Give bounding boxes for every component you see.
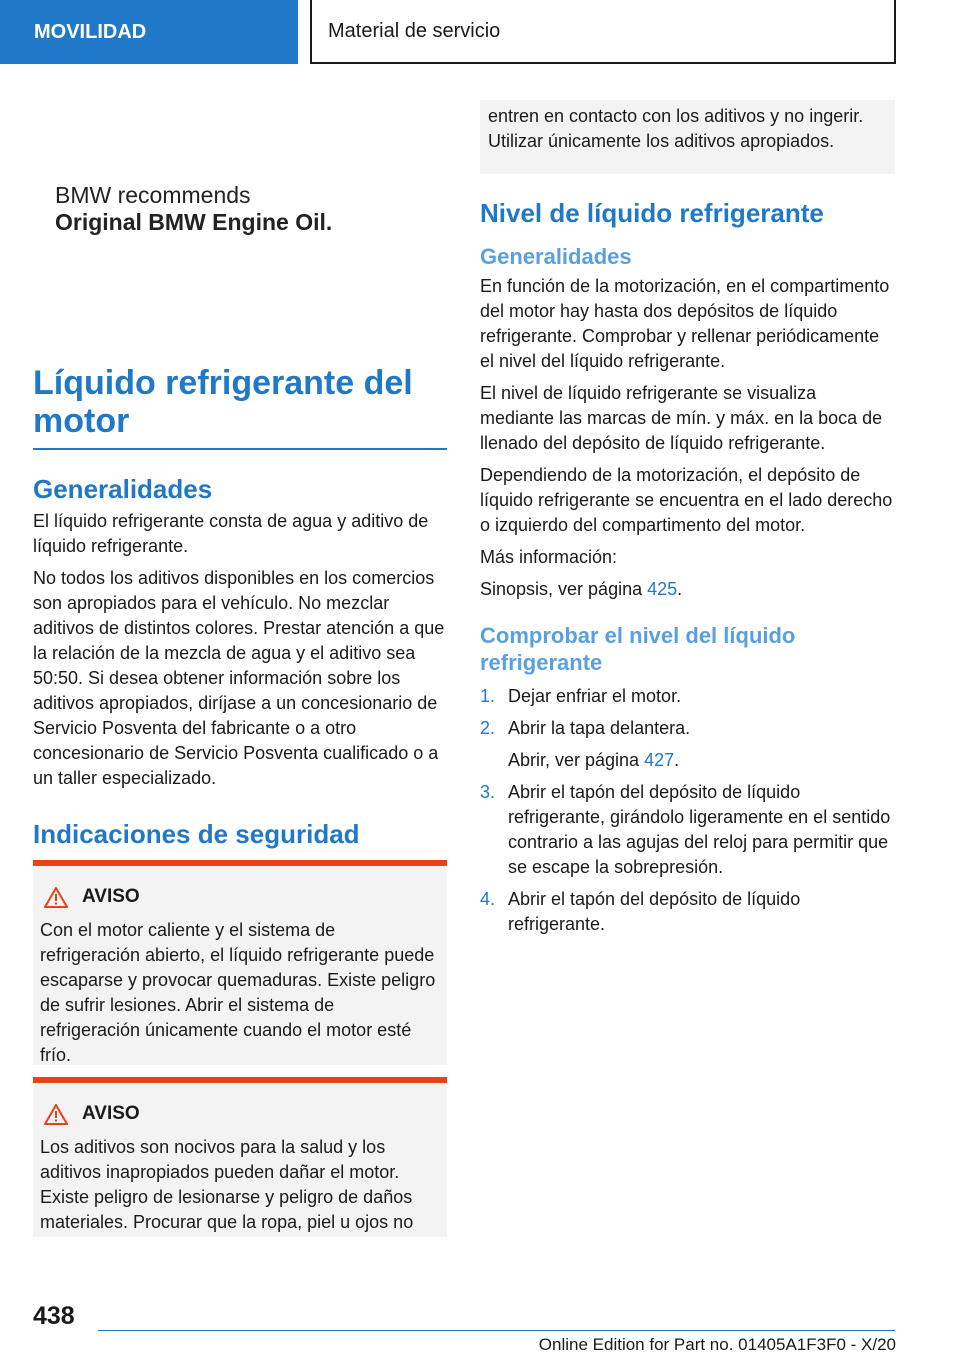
header-section <box>0 0 298 64</box>
step-number: 1. <box>480 686 496 706</box>
sinopsis-reference: Sinopsis, ver página 425. <box>480 579 683 599</box>
comprobar-heading: Comprobar el nivel del líquido refrigerante <box>480 623 796 675</box>
warning-continued-text: entren en contacto con los aditivos y no ingerir. Utilizar únicamente los aditivos apropiados. <box>488 106 864 151</box>
footer-edition: Online Edition for Part no. 01405A1F3F0 - X/20 <box>538 1335 896 1354</box>
section-label: MOVILIDAD <box>34 20 147 43</box>
page-title: Líquido refrigerante del motor <box>33 364 447 450</box>
step-number: 3. <box>480 782 496 802</box>
footer-divider <box>98 1330 895 1331</box>
oil-recommendation-image <box>55 182 332 236</box>
paragraph: No todos los aditivos disponibles en los comercios son apropiados para el vehículo. No mezclar aditivos de distintos colores. Prestar atención a que la relación de la mezcla de agua y el aditivo sea 50:50. Si desea obtener información sobre los aditivos apropiados, diríjase a un concesionario de Servicio Posventa del fabricante o a otro concesionario de Servicio Posventa cualificado o a un taller especializado. <box>33 568 445 788</box>
step-number: 4. <box>480 889 496 909</box>
warning-box <box>33 1077 447 1237</box>
step-text: Dejar enfriar el motor. <box>508 686 682 706</box>
right-column <box>480 198 895 944</box>
list-item <box>480 716 895 773</box>
step-text: Abrir la tapa delantera. <box>508 718 691 738</box>
step-text: Abrir el tapón del depósito de líquido refrigerante. <box>508 889 801 934</box>
warning-triangle-icon <box>44 887 68 908</box>
list-item <box>480 887 895 937</box>
list-item <box>480 780 895 880</box>
paragraph: En función de la motorización, en el compartimento del motor hay hasta dos depósitos de líquido refrigerante. Comprobar y rellenar periódicamente el nivel del líquido refrigerante. <box>480 276 890 371</box>
generalidades-subheading: Generalidades <box>480 244 632 269</box>
seguridad-heading: Indicaciones de seguridad <box>33 819 360 849</box>
warning-text: Con el motor caliente y el sistema de refrigeración abierto, el líquido refrigerante puede escaparse y provocar quemaduras. Existe peligro de sufrir lesiones. Abrir el sistema de refrigeración únicamente cuando el motor esté frío. <box>40 920 436 1065</box>
steps-list <box>480 684 895 937</box>
nivel-heading: Nivel de líquido refrigerante <box>480 198 824 228</box>
chapter-label: Material de servicio <box>328 19 501 42</box>
warning-label: AVISO <box>82 1103 140 1124</box>
paragraph: El nivel de líquido refrigerante se visualiza mediante las marcas de mín. y máx. en la boca de llenado del depósito de líquido refrigerante. <box>480 383 883 453</box>
step-number: 2. <box>480 718 496 738</box>
paragraph: Más información: <box>480 547 618 567</box>
warning-triangle-icon <box>44 1104 68 1125</box>
list-item <box>480 684 895 709</box>
left-column <box>33 474 447 850</box>
page-link-427[interactable]: 427 <box>644 750 675 770</box>
reference-text: Abrir, ver página <box>508 750 645 770</box>
page-link-425[interactable]: 425 <box>647 579 678 599</box>
warning-text: Los aditivos son nocivos para la salud y los aditivos inapropiados pueden dañar el motor. Existe peligro de lesionarse y peligro de daños materiales. Procurar que la ropa, piel u ojos no <box>40 1137 414 1232</box>
warning-continued-box <box>480 100 895 174</box>
header-chapter <box>310 0 896 64</box>
warning-label: AVISO <box>82 886 140 907</box>
paragraph: El líquido refrigerante consta de agua y aditivo de líquido refrigerante. <box>33 511 429 556</box>
reference-text: Sinopsis, ver página <box>480 579 648 599</box>
oil-recommendation-line1: BMW recommends <box>55 182 251 208</box>
step-text: Abrir el tapón del depósito de líquido refrigerante, girándolo ligeramente en el sentido contrario a las agujas del reloj para permitir que se escape la sobrepresión. <box>508 782 891 877</box>
step-reference: Abrir, ver página 427. <box>508 750 680 770</box>
generalidades-heading: Generalidades <box>33 474 213 504</box>
page-number: 438 <box>33 1302 75 1330</box>
warning-title <box>40 886 439 908</box>
paragraph: Dependiendo de la motorización, el depósito de líquido refrigerante se encuentra en el lado derecho o izquierdo del compartimento del motor. <box>480 465 893 535</box>
warning-box <box>33 860 447 1065</box>
oil-recommendation-line2: Original BMW Engine Oil. <box>55 209 333 235</box>
warning-title <box>40 1103 439 1125</box>
